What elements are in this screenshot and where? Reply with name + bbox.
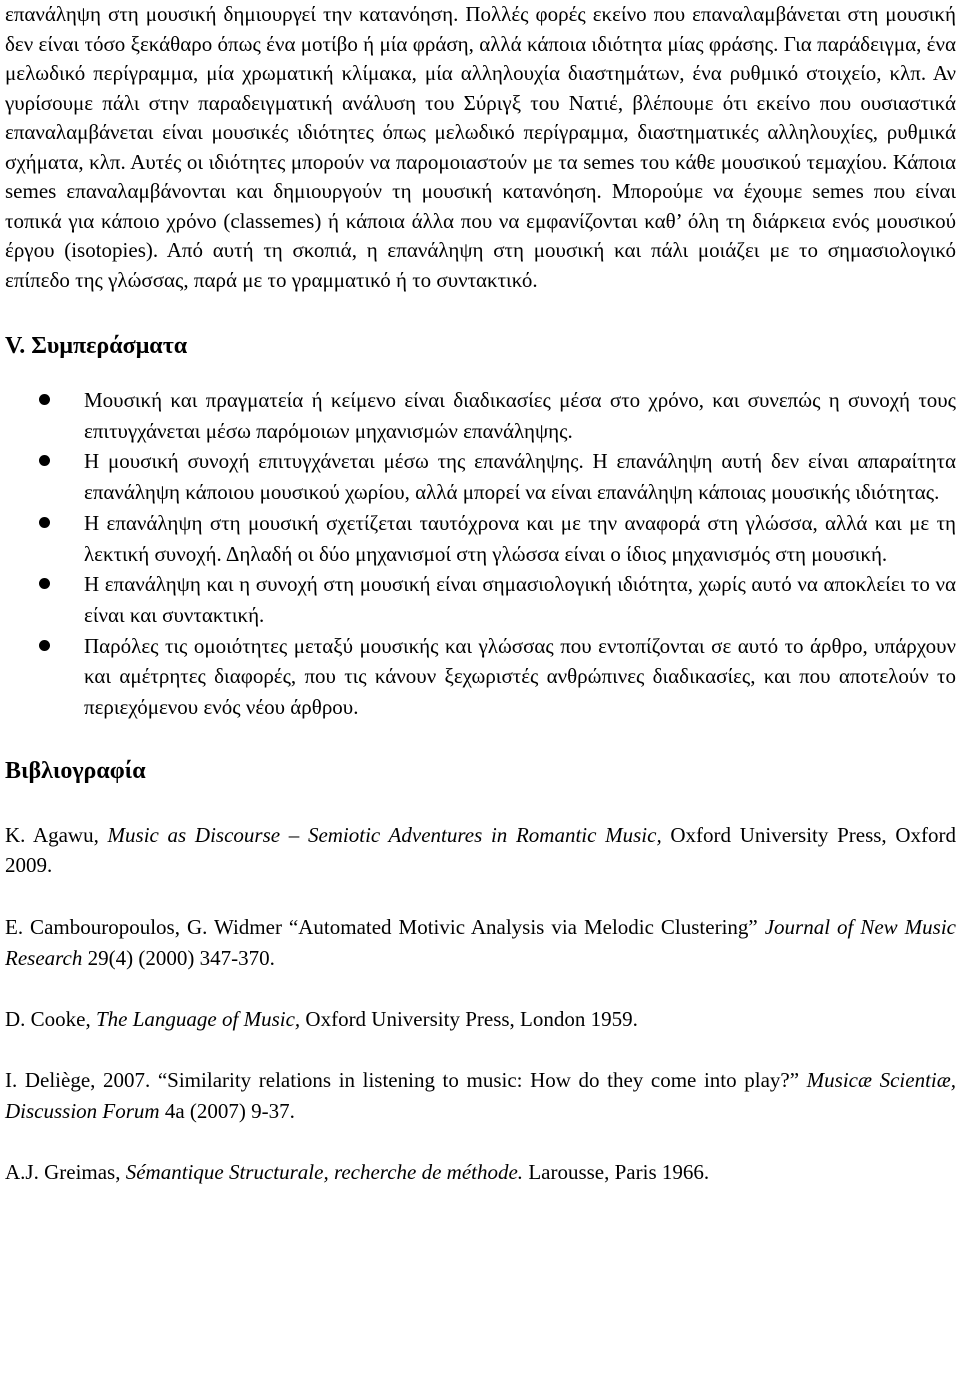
reference-author: A.J. Greimas,: [5, 1160, 126, 1185]
reference-author-title: E. Cambouropoulos, G. Widmer “Automated Motivic Analysis via Melodic Clustering”: [5, 914, 765, 939]
conclusion-item: Η επανάληψη και η συνοχή στη μουσική είναι σημασιολογική ιδιότητα, χωρίς αυτό να αποκλείει το να είναι και συντακτική.: [5, 569, 956, 630]
conclusions-list: [5, 385, 956, 723]
reference-title: Sémantique Structurale, recherche de méthode.: [125, 1160, 524, 1185]
reference-title: Music as Discourse – Semiotic Adventures in Romantic Music,: [107, 822, 662, 847]
reference-cooke: [5, 1004, 956, 1035]
reference-deliege: [5, 1065, 956, 1126]
reference-author: K. Agawu,: [5, 822, 108, 847]
reference-author: D. Cooke,: [5, 1006, 96, 1031]
conclusions-heading: V. Συμπεράσματα: [5, 333, 188, 359]
conclusion-item: Η μουσική συνοχή επιτυγχάνεται μέσω της επανάληψης. Η επανάληψη αυτή δεν είναι απαραίτητα επανάληψη κάποιου μουσικού χωρίου, αλλά μπορεί να είναι επανάληψη κάποιας μουσικής ιδιότητας.: [5, 446, 956, 507]
reference-publisher: Oxford University Press, London 1959.: [300, 1006, 638, 1031]
reference-volume: 29(4) (2000) 347-370.: [82, 945, 275, 970]
conclusion-item: Η επανάληψη στη μουσική σχετίζεται ταυτόχρονα και με την αναφορά στη γλώσσα, αλλά και με τη λεκτική συνοχή. Δηλαδή οι δύο μηχανισμοί στη γλώσσα είναι ο ίδιος μηχανισμός στη μουσική.: [5, 508, 956, 569]
bibliography-heading: Βιβλιογραφία: [5, 757, 146, 784]
reference-journal: Journal of New Music Research: [5, 914, 956, 970]
intro-paragraph: επανάληψη στη μουσική δημιουργεί την κατανόηση. Πολλές φορές εκείνο που επαναλαμβάνεται στη μουσική δεν είναι τόσο ξεκάθαρο όπως ένα μοτίβο ή μία φράση, αλλά κάποια ιδιότητα μίας φράσης. Για παράδειγμα, ένα μελωδικό περίγραμμα, μία χρωματική κλίμακα, μία αλληλουχία διαστημάτων, ένα ρυθμικό στοιχείο, κλπ. Αν γυρίσουμε πάλι στην παραδειγματική ανάλυση του Σύριγξ του Νατιέ, βλέπουμε ότι εκείνο που ουσιαστικά επαναλαμβάνεται είναι μουσικές ιδιότητες όπως μελωδικό περίγραμμα, διαστηματικές αλληλουχίες, ρυθμικά σχήματα, κλπ. Αυτές οι ιδιότητες μπορούν να παρομοιαστούν με τα semes του κάθε μουσικού τεμαχίου. Κάποια semes επαναλαμβάνονται και δημιουργούν τη μουσική κατανόηση. Μπορούμε να έχουμε semes που είναι τοπικά για κάποιο χρόνο (classemes) ή κάποια άλλα που να εμφανίζονται καθ’ όλη τη διάρκεια ενός μουσικού έργου (isotopies). Από αυτή τη σκοπιά, η επανάληψη στη μουσική και πάλι μοιάζει με το σημασιολογικό επίπεδο της γλώσσας, παρά με το γραμματικό ή το συντακτικό.: [5, 2, 956, 292]
reference-title: The Language of Music,: [96, 1006, 301, 1031]
reference-journal: Musicæ Scientiæ, Discussion Forum: [5, 1068, 956, 1124]
reference-author-title: I. Deliège, 2007. “Similarity relations in listening to music: How do they come into play?”: [5, 1068, 807, 1093]
conclusion-item: Μουσική και πραγματεία ή κείμενο είναι διαδικασίες μέσα στο χρόνο, και συνεπώς η συνοχή τους επιτυγχάνεται μέσω παρόμοιων μηχανισμών επανάληψης.: [5, 385, 956, 446]
reference-publisher: Oxford University Press, Oxford 2009.: [5, 822, 956, 878]
reference-greimas: [5, 1157, 956, 1188]
conclusion-item: Παρόλες τις ομοιότητες μεταξύ μουσικής και γλώσσας που εντοπίζονται σε αυτό το άρθρο, υπάρχουν και αμέτρητες διαφορές, που τις κάνουν ξεχωριστές ανθρώπινες διαδικασίες, και που αποτελούν το περιεχόμενου ενός νέου άρθρου.: [5, 631, 956, 723]
reference-agawu: [5, 820, 956, 881]
reference-publisher: Larousse, Paris 1966.: [523, 1160, 710, 1185]
reference-volume: 4a (2007) 9-37.: [159, 1099, 295, 1124]
reference-cambouropoulos: [5, 912, 956, 973]
